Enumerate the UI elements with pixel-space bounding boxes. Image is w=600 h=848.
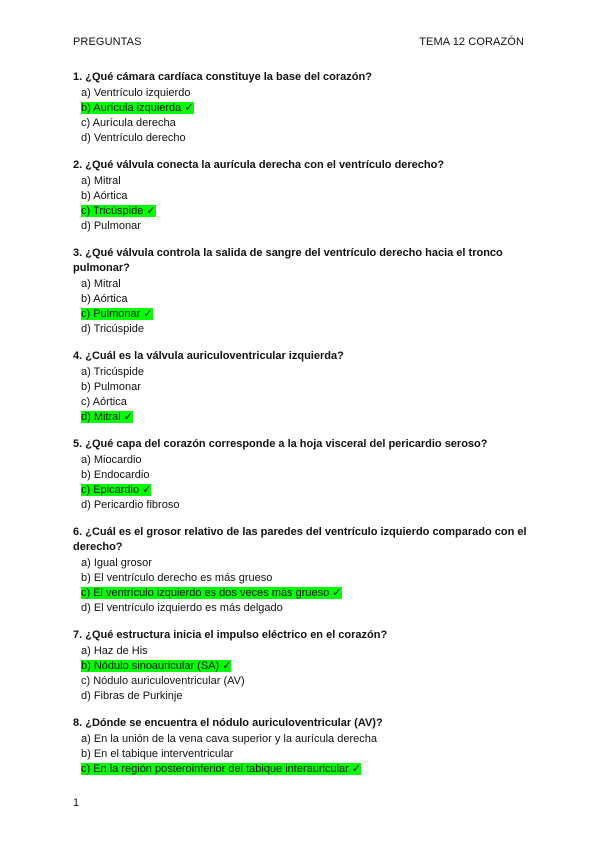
answer-option [73, 571, 528, 586]
answer-option-correct [73, 762, 528, 777]
answer-option-text: c) Aórtica [81, 396, 127, 408]
answer-option-text: d) Fibras de Purkinje [81, 690, 183, 702]
answer-option [73, 644, 528, 659]
answer-option-text: b) En el tabique interventricular [81, 748, 234, 760]
header-left: PREGUNTAS [73, 36, 142, 48]
answer-option [73, 468, 528, 483]
question-1 [73, 70, 528, 146]
answer-option-text: d) Tricúspide [81, 323, 144, 335]
answer-option [73, 395, 528, 410]
answer-option-text: a) Miocardio [81, 454, 142, 466]
answer-option [73, 556, 528, 571]
answer-option-text: d) El ventrículo izquierdo es más delgado [81, 602, 283, 614]
question-5 [73, 437, 528, 513]
answer-option-text: b) Aórtica [81, 190, 128, 202]
question-3 [73, 246, 528, 337]
answer-option-correct [73, 307, 528, 322]
answer-option-text: c) Aurícula derecha [81, 117, 176, 129]
question-title: 6. ¿Cuál es el grosor relativo de las paredes del ventrículo izquierdo comparado con el derecho? [73, 526, 527, 553]
answer-option [73, 453, 528, 468]
answer-option [73, 365, 528, 380]
question-title: 8. ¿Dónde se encuentra el nódulo auriculoventricular (AV)? [73, 717, 383, 729]
question-7 [73, 628, 528, 704]
question-title: 3. ¿Qué válvula controla la salida de sangre del ventrículo derecho hacia el tronco pulmonar? [73, 247, 503, 274]
answer-option-text: a) Mitral [81, 278, 121, 290]
answer-option-text: a) Tricúspide [81, 366, 144, 378]
answer-option-text: a) Haz de His [81, 645, 148, 657]
answer-option [73, 131, 528, 146]
answer-option-text: a) Mitral [81, 175, 121, 187]
answer-option-text: b) Aurícula izquierda ✓ [81, 102, 194, 114]
answer-option [73, 498, 528, 513]
answer-option-text: b) El ventrículo derecho es más grueso [81, 572, 273, 584]
answer-option-text: c) Tricúspide ✓ [81, 205, 156, 217]
question-2 [73, 158, 528, 234]
answer-option-correct [73, 410, 528, 425]
answer-option [73, 601, 528, 616]
answer-option [73, 322, 528, 337]
answer-option-text: d) Pulmonar [81, 220, 141, 232]
answer-option-text: c) Epicardio ✓ [81, 484, 152, 496]
answer-option-text: d) Pericardio fibroso [81, 499, 180, 511]
question-title: 1. ¿Qué cámara cardíaca constituye la base del corazón? [73, 71, 372, 83]
answer-option-text: c) En la región posteroinferior del tabique interauricular ✓ [81, 763, 362, 775]
answer-option-text: b) Nódulo sinoauricular (SA) ✓ [81, 660, 232, 672]
answer-option-text: b) Aórtica [81, 293, 128, 305]
question-title: 2. ¿Qué válvula conecta la aurícula derecha con el ventrículo derecho? [73, 159, 445, 171]
question-8 [73, 716, 528, 777]
question-title: 5. ¿Qué capa del corazón corresponde a la hoja visceral del pericardio seroso? [73, 438, 488, 450]
answer-option-text: c) Nódulo auriculoventricular (AV) [81, 675, 245, 687]
answer-option-correct [73, 483, 528, 498]
answer-option [73, 116, 528, 131]
answer-option-text: d) Ventrículo derecho [81, 132, 186, 144]
answer-option [73, 689, 528, 704]
answer-option-text: a) Ventrículo izquierdo [81, 87, 191, 99]
answer-option-correct [73, 204, 528, 219]
answer-option [73, 747, 528, 762]
question-title: 4. ¿Cuál es la válvula auriculoventricular izquierda? [73, 350, 344, 362]
answer-option [73, 277, 528, 292]
question-6 [73, 525, 528, 616]
question-list [73, 70, 528, 789]
page-number: 1 [73, 797, 80, 809]
answer-option-text: d) Mitral ✓ [81, 411, 133, 423]
answer-option-correct [73, 101, 528, 116]
answer-option-correct [73, 659, 528, 674]
question-4 [73, 349, 528, 425]
answer-option [73, 292, 528, 307]
answer-option [73, 174, 528, 189]
answer-option [73, 219, 528, 234]
answer-option [73, 732, 528, 747]
answer-option-text: c) El ventrículo izquierdo es dos veces más grueso ✓ [81, 587, 342, 599]
answer-option [73, 189, 528, 204]
answer-option-text: b) Pulmonar [81, 381, 141, 393]
answer-option-text: a) En la unión de la vena cava superior y la aurícula derecha [81, 733, 377, 745]
answer-option [73, 86, 528, 101]
header-right: TEMA 12 CORAZÓN [419, 36, 524, 48]
answer-option-text: b) Endocardio [81, 469, 150, 481]
answer-option-text: a) Igual grosor [81, 557, 152, 569]
answer-option-correct [73, 586, 528, 601]
answer-option-text: c) Pulmonar ✓ [81, 308, 153, 320]
answer-option [73, 674, 528, 689]
question-title: 7. ¿Qué estructura inicia el impulso eléctrico en el corazón? [73, 629, 388, 641]
answer-option [73, 380, 528, 395]
